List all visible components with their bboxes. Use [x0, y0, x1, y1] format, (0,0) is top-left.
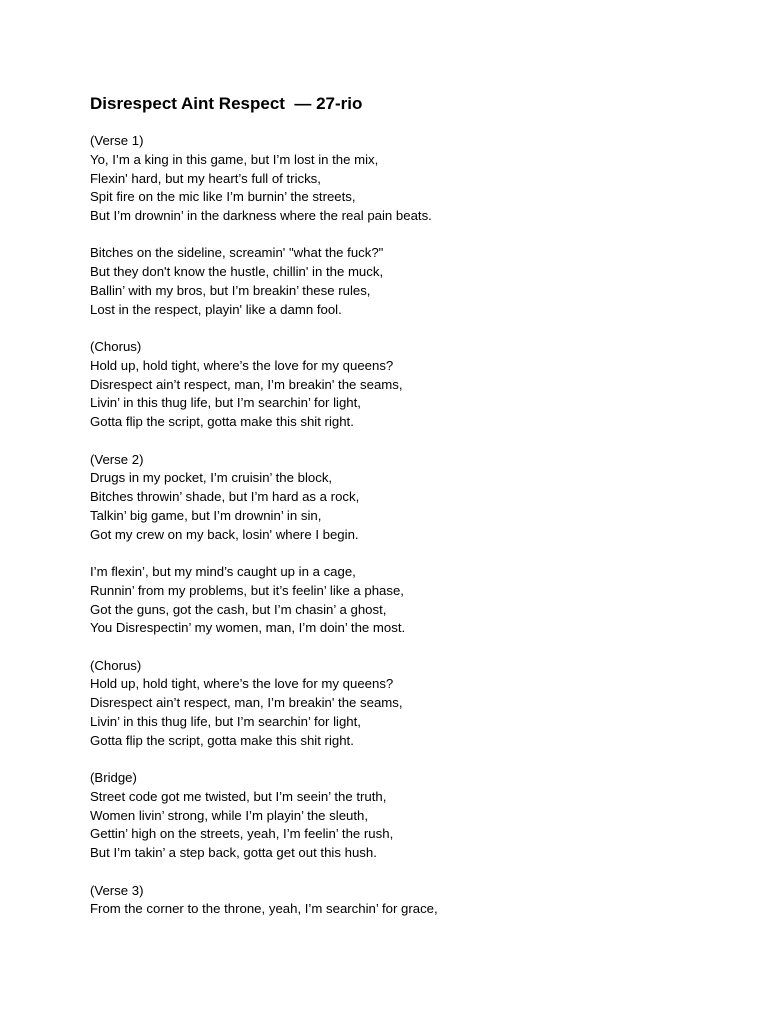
- lyric-line: But I’m drownin’ in the darkness where the real pain beats.: [90, 208, 432, 223]
- lyric-line: Hold up, hold tight, where’s the love for my queens?: [90, 676, 394, 692]
- lyric-line: (Chorus): [90, 339, 142, 355]
- lyric-line: Street code got me twisted, but I’m seein’ the truth,: [90, 788, 387, 804]
- stanza-verse-3: [90, 882, 730, 920]
- lyric-line: Got my crew on my back, losin' where I begin.: [90, 526, 359, 542]
- lyric-line: But they don't know the hustle, chillin' in the muck,: [90, 264, 384, 280]
- lyric-line: I’m flexin’, but my mind’s caught up in a cage,: [90, 564, 356, 579]
- lyric-line: (Chorus): [90, 657, 142, 673]
- lyric-line: From the corner to the throne, yeah, I’m searchin’ for grace,: [90, 901, 438, 917]
- lyric-line: Runnin’ from my problems, but it’s feelin’ like a phase,: [90, 582, 404, 598]
- lyric-line: Drugs in my pocket, I’m cruisin’ the block,: [90, 470, 333, 486]
- lyric-line: (Verse 1): [90, 133, 144, 148]
- lyric-line: Yo, I’m a king in this game, but I’m lost in the mix,: [90, 151, 379, 167]
- lyric-line: Lost in the respect, playin' like a damn fool.: [90, 301, 342, 317]
- stanza-verse-1b: [90, 244, 730, 319]
- lyric-line: Livin’ in this thug life, but I’m searchin’ for light,: [90, 395, 361, 411]
- stanza-chorus-1: [90, 338, 730, 432]
- lyric-line: Bitches throwin’ shade, but I’m hard as a rock,: [90, 489, 360, 505]
- lyric-line: You Disrespectin’ my women, man, I’m doin’ the most.: [90, 620, 406, 636]
- stanza-verse-2b: [90, 563, 730, 638]
- lyric-line: Women livin’ strong, while I’m playin’ the sleuth,: [90, 807, 369, 823]
- lyric-line: Ballin’ with my bros, but I’m breakin’ these rules,: [90, 282, 371, 298]
- document-page: [90, 92, 730, 938]
- stanza-verse-1: [90, 132, 730, 226]
- lyric-line: Talkin’ big game, but I’m drownin’ in sin,: [90, 507, 322, 523]
- stanza-chorus-2: [90, 657, 730, 751]
- lyric-line: Livin’ in this thug life, but I’m searchin’ for light,: [90, 713, 361, 729]
- lyric-line: Gotta flip the script, gotta make this shit right.: [90, 732, 354, 748]
- lyric-line: But I’m takin’ a step back, gotta get out this hush.: [90, 845, 377, 861]
- lyric-line: Gotta flip the script, gotta make this shit right.: [90, 414, 354, 430]
- lyric-line: Gettin’ high on the streets, yeah, I’m feelin’ the rush,: [90, 826, 394, 842]
- stanza-bridge: [90, 769, 730, 863]
- lyric-line: Disrespect ain’t respect, man, I’m breakin' the seams,: [90, 695, 403, 711]
- lyric-line: Hold up, hold tight, where’s the love for my queens?: [90, 357, 394, 373]
- lyric-line: Flexin' hard, but my heart’s full of tricks,: [90, 170, 321, 186]
- lyric-line: Spit fire on the mic like I’m burnin’ the streets,: [90, 189, 356, 205]
- stanza-verse-2: [90, 451, 730, 545]
- lyric-line: Bitches on the sideline, screamin' "what the fuck?": [90, 245, 384, 261]
- lyric-line: (Bridge): [90, 770, 137, 786]
- document-title: Disrespect Aint Respect — 27-rio: [90, 94, 363, 113]
- lyric-line: Got the guns, got the cash, but I’m chasin’ a ghost,: [90, 601, 387, 617]
- lyric-line: (Verse 2): [90, 451, 144, 467]
- lyric-line: (Verse 3): [90, 882, 144, 898]
- lyric-line: Disrespect ain’t respect, man, I’m breakin' the seams,: [90, 376, 403, 392]
